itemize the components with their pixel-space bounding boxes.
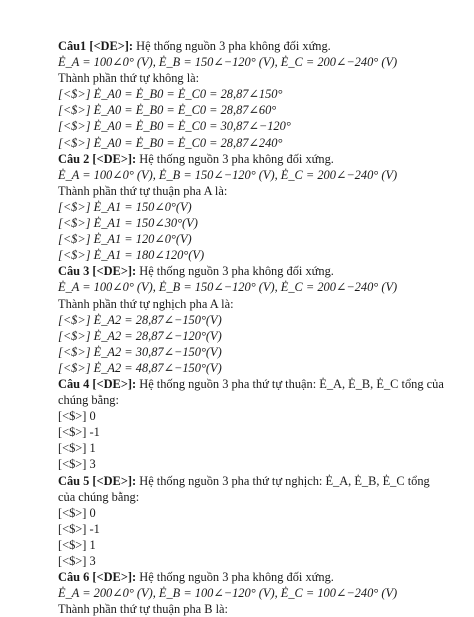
question-stem: Hệ thống nguồn 3 pha thứ tự thuận: Ė_A, Ė_B, Ė_C tổng của chúng bằng: — [58, 376, 444, 408]
answer-option: [<$>] -1 — [58, 521, 100, 536]
question-stem: Hệ thống nguồn 3 pha không đối xứng. — [139, 570, 334, 585]
question-number: Câu 5 [<DE>]: — [58, 473, 137, 488]
question-heading — [58, 151, 444, 167]
answer-option: [<$>] 0 — [58, 505, 96, 520]
answer-option: [<$>] 3 — [58, 554, 96, 568]
given-sources: Ė_A = 200∠0° (V), Ė_B = 100∠−120° (V), Ė_C = 100∠−240° (V) — [58, 586, 398, 601]
question-number: Câu 2 [<DE>]: — [58, 151, 137, 166]
question-6 — [58, 569, 444, 617]
question-heading — [58, 473, 444, 505]
question-heading — [58, 569, 444, 585]
question-3 — [58, 263, 444, 376]
answer-option: [<$>] 3 — [58, 457, 96, 472]
question-heading — [58, 376, 444, 408]
question-number: Câu 3 [<DE>]: — [58, 264, 137, 279]
answer-option: [<$>] 0 — [58, 409, 96, 424]
answer-option: [<$>] Ė_A1 = 150∠0°(V) — [58, 199, 192, 214]
answer-option: [<$>] Ė_A2 = 48,87∠−150°(V) — [58, 360, 222, 375]
answer-option: [<$>] Ė_A1 = 150∠30°(V) — [58, 216, 198, 231]
answer-option: [<$>] Ė_A1 = 180∠120°(V) — [58, 248, 205, 263]
answer-option: [<$>] 1 — [58, 441, 96, 456]
question-stem: Hệ thống nguồn 3 pha không đối xứng. — [136, 39, 331, 53]
given-sources: Ė_A = 100∠0° (V), Ė_B = 150∠−120° (V), Ė_C = 200∠−240° (V) — [58, 55, 398, 70]
question-1 — [58, 38, 444, 151]
answer-option: [<$>] -1 — [58, 425, 100, 440]
question-ask: Thành phần thứ tự thuận pha A là: — [58, 183, 228, 198]
question-ask: Thành phần thứ tự nghịch pha A là: — [58, 296, 234, 311]
answer-option: [<$>] Ė_A0 = Ė_B0 = Ė_C0 = 28,87∠60° — [58, 103, 277, 118]
question-stem: Hệ thống nguồn 3 pha thứ tự nghịch: Ė_A, Ė_B, Ė_C tổng của chúng bằng: — [58, 473, 430, 504]
question-number: Câu 4 [<DE>]: — [58, 376, 137, 391]
given-sources: Ė_A = 100∠0° (V), Ė_B = 150∠−120° (V), Ė_C = 200∠−240° (V) — [58, 167, 398, 182]
question-stem: Hệ thống nguồn 3 pha không đối xứng. — [139, 151, 334, 166]
answer-option: [<$>] Ė_A2 = 30,87∠−150°(V) — [58, 344, 222, 359]
answer-option: [<$>] Ė_A0 = Ė_B0 = Ė_C0 = 28,87∠240° — [58, 135, 283, 150]
answer-option: [<$>] Ė_A0 = Ė_B0 = Ė_C0 = 30,87∠−120° — [58, 119, 291, 134]
answer-option: [<$>] Ė_A0 = Ė_B0 = Ė_C0 = 28,87∠150° — [58, 87, 283, 102]
answer-option: [<$>] Ė_A2 = 28,87∠−120°(V) — [58, 328, 222, 343]
answer-option: [<$>] 1 — [58, 537, 96, 552]
given-sources: Ė_A = 100∠0° (V), Ė_B = 150∠−120° (V), Ė_C = 200∠−240° (V) — [58, 280, 398, 295]
question-ask: Thành phần thứ tự thuận pha B là: — [58, 602, 229, 617]
question-number: Câu1 [<DE>]: — [58, 39, 134, 53]
question-ask: Thành phần thứ tự không là: — [58, 71, 200, 86]
question-5 — [58, 473, 444, 570]
answer-option: [<$>] Ė_A2 = 28,87∠−150°(V) — [58, 312, 222, 327]
question-2 — [58, 151, 444, 264]
question-heading — [58, 38, 444, 54]
question-heading — [58, 263, 444, 279]
question-stem: Hệ thống nguồn 3 pha không đối xứng. — [139, 264, 334, 279]
question-number: Câu 6 [<DE>]: — [58, 570, 137, 585]
answer-option: [<$>] Ė_A1 = 120∠0°(V) — [58, 232, 192, 247]
question-4 — [58, 376, 444, 473]
